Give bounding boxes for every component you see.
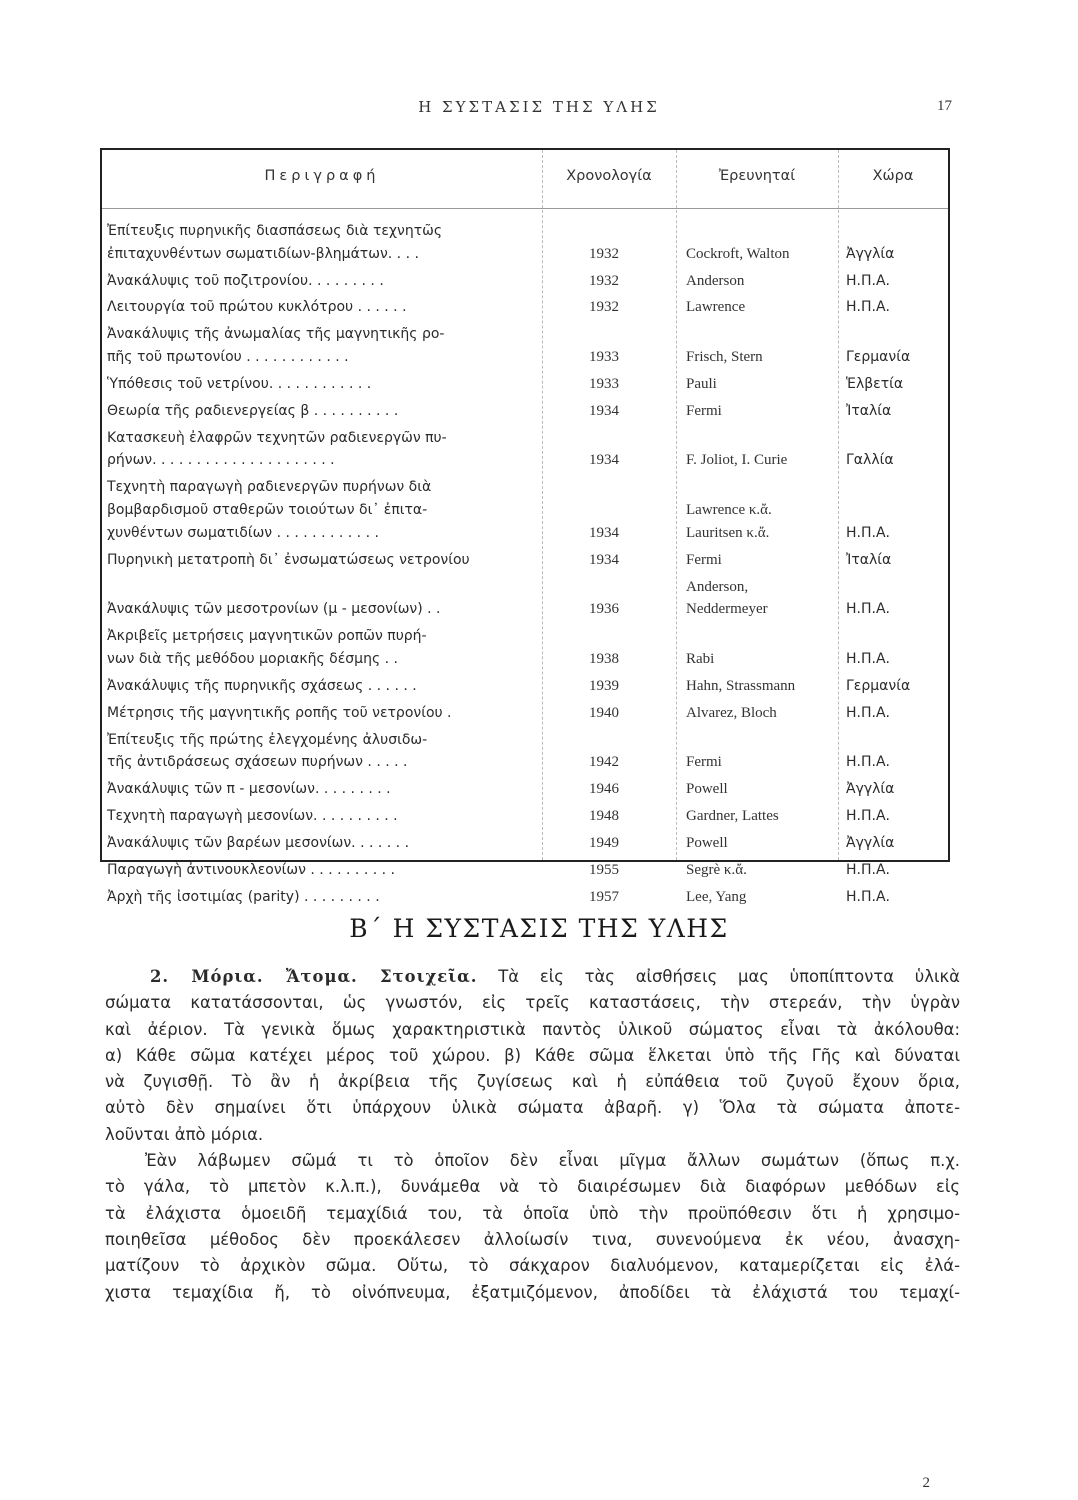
table-body bbox=[102, 220, 948, 913]
body-line: σώματα κατατάσσονται, ὡς γνωστόν, εἰς τρεῖς καταστάσεις, τὴν στερεάν, τὴν ὑγρὰν bbox=[105, 993, 960, 1013]
cell-description bbox=[102, 729, 532, 774]
column-header-year: Χρονολογία bbox=[566, 168, 652, 184]
table-row bbox=[102, 427, 948, 472]
cell-description bbox=[102, 805, 532, 828]
cell-description bbox=[102, 886, 532, 909]
table-row bbox=[102, 220, 948, 265]
description-line: νων διὰ τῆς μεθόδου μοριακῆς δέσμης . . bbox=[107, 650, 398, 667]
description-line: Ἀνακάλυψις τῆς ἀνωμαλίας τῆς μαγνητικῆς ρο- bbox=[107, 326, 445, 343]
table-row bbox=[102, 296, 948, 319]
cell-researchers bbox=[676, 243, 838, 266]
table-row bbox=[102, 323, 948, 368]
description-line: χυνθέντων σωματιδίων . . . . . . . . . . . . bbox=[107, 524, 379, 541]
paragraph-heading: 2. Μόρια. Ἄτομα. Στοιχεῖα. bbox=[150, 967, 478, 986]
cell-researchers bbox=[676, 499, 838, 544]
cell-country: Γαλλία bbox=[846, 452, 894, 469]
cell-year: 1949 bbox=[589, 834, 619, 851]
cell-researchers bbox=[676, 859, 838, 882]
cell-description bbox=[102, 549, 532, 572]
cell-description bbox=[102, 296, 532, 319]
table-row bbox=[102, 373, 948, 396]
table-row bbox=[102, 400, 948, 423]
column-header-country: Χώρα bbox=[872, 168, 914, 184]
cell-year: 1957 bbox=[589, 888, 619, 905]
cell-researchers bbox=[676, 400, 838, 423]
cell-description bbox=[102, 373, 532, 396]
cell-year: 1946 bbox=[589, 781, 619, 798]
cell-researchers bbox=[676, 373, 838, 396]
researcher-line: Neddermeyer bbox=[686, 601, 768, 618]
description-line: Λειτουργία τοῦ πρώτου κυκλότρου . . . . . . bbox=[107, 299, 407, 316]
table-row bbox=[102, 476, 948, 544]
cell-researchers bbox=[676, 449, 838, 472]
description-line: Ἐπίτευξις πυρηνικῆς διασπάσεως διὰ τεχνητῶς bbox=[107, 223, 443, 239]
researcher-line: Anderson bbox=[686, 272, 745, 289]
description-line: πῆς τοῦ πρωτονίου . . . . . . . . . . . . bbox=[107, 349, 349, 366]
cell-country: Η.Π.Α. bbox=[846, 704, 890, 721]
cell-description bbox=[102, 400, 532, 423]
researcher-line: Gardner, Lattes bbox=[686, 807, 779, 824]
header-rule bbox=[102, 208, 948, 209]
body-line: λοῦνται ἀπὸ μόρια. bbox=[105, 1124, 264, 1144]
cell-description bbox=[102, 832, 532, 855]
cell-researchers bbox=[676, 702, 838, 725]
table-row bbox=[102, 859, 948, 882]
description-line: Παραγωγὴ ἀντινουκλεονίων . . . . . . . . . . bbox=[107, 861, 395, 878]
cell-country: Ἰταλία bbox=[846, 551, 892, 568]
body-line: ματίζουν τὸ ἀρχικὸν σῶμα. Οὕτω, τὸ σάκχαρον διαλυόμενον, καταμερίζεται εἰς ἐλά- bbox=[105, 1256, 960, 1276]
researcher-line: Lawrence κ.ἄ. bbox=[686, 502, 772, 519]
researcher-line: Frisch, Stern bbox=[686, 349, 763, 366]
cell-year: 1948 bbox=[589, 807, 619, 824]
cell-description bbox=[102, 675, 532, 698]
researcher-line: Segrè κ.ἄ. bbox=[686, 861, 747, 878]
cell-description bbox=[102, 270, 532, 293]
body-line: α) Κάθε σῶμα κατέχει μέρος τοῦ χώρου. β) Κάθε σῶμα ἕλκεται ὑπὸ τῆς Γῆς καὶ δύναται bbox=[105, 1045, 960, 1065]
paragraph-first-line bbox=[105, 964, 960, 990]
description-line: Ἀκριβεῖς μετρήσεις μαγνητικῶν ροπῶν πυρή- bbox=[107, 628, 427, 645]
body-line: καὶ ἀέριον. Τὰ γενικὰ ὅμως χαρακτηριστικὰ παντὸς ὑλικοῦ σώματος εἶναι τὰ ἀκόλουθα: bbox=[105, 1019, 960, 1039]
researcher-line: F. Joliot, I. Curie bbox=[686, 452, 788, 469]
description-line: Ὑπόθεσις τοῦ νετρίνου. . . . . . . . . . . . bbox=[107, 375, 372, 392]
running-header bbox=[0, 98, 1078, 122]
table-row bbox=[102, 625, 948, 670]
body-line: Ἐὰν λάβωμεν σῶμά τι τὸ ὁποῖον δὲν εἶναι μῖγμα ἄλλων σωμάτων (ὅπως π.χ. bbox=[145, 1151, 960, 1171]
description-line: Τεχνητὴ παραγωγὴ μεσονίων. . . . . . . . . . bbox=[107, 807, 398, 824]
description-line: Μέτρησις τῆς μαγνητικῆς ροπῆς τοῦ νετρονίου . bbox=[107, 704, 452, 721]
researcher-line: Cockroft, Walton bbox=[686, 245, 790, 262]
body-line: τὰ ἐλάχιστα ὁμοειδῆ τεμαχίδιά του, τὰ ὁποῖα ὑπὸ τὴν προϋπόθεσιν ὅτι ἡ χρησιμο- bbox=[105, 1203, 960, 1223]
cell-year: 1934 bbox=[589, 551, 619, 568]
description-line: βομβαρδισμοῦ σταθερῶν τοιούτων δι᾽ ἐπιτα- bbox=[107, 502, 428, 519]
cell-year: 1932 bbox=[589, 299, 619, 316]
cell-country: Η.Π.Α. bbox=[846, 299, 890, 316]
description-line: Ἀνακάλυψις τῶν βαρέων μεσονίων. . . . . . . bbox=[107, 834, 410, 851]
cell-country: Ἀγγλία bbox=[846, 245, 895, 262]
cell-country: Η.Π.Α. bbox=[846, 861, 890, 878]
cell-country: Η.Π.Α. bbox=[846, 272, 890, 289]
section-title: Β΄ Η ΣΥΣΤΑΣΙΣ ΤΗΣ ΥΛΗΣ bbox=[349, 914, 729, 943]
paragraph-1 bbox=[105, 990, 960, 1148]
researcher-line: Lee, Yang bbox=[686, 888, 747, 905]
cell-description bbox=[102, 476, 532, 544]
researcher-line: Alvarez, Bloch bbox=[686, 704, 777, 721]
description-line: Ἀνακάλυψις τῶν μεσοτρονίων (μ - μεσονίων) . . bbox=[107, 601, 441, 618]
cell-year: 1934 bbox=[589, 524, 619, 541]
cell-researchers bbox=[676, 270, 838, 293]
cell-researchers bbox=[676, 778, 838, 801]
description-line: Πυρηνικὴ μετατροπὴ δι᾽ ἐνσωματώσεως νετρονίου bbox=[107, 551, 470, 568]
cell-year: 1938 bbox=[589, 650, 619, 667]
description-line: Ἀρχὴ τῆς ἰσοτιμίας (parity) . . . . . . . . . bbox=[107, 888, 380, 905]
description-line: Τεχνητὴ παραγωγὴ ραδιενεργῶν πυρήνων διὰ bbox=[107, 479, 432, 496]
body-text bbox=[105, 964, 960, 1306]
cell-year: 1942 bbox=[589, 754, 619, 771]
description-line: Ἀνακάλυψις τῆς πυρηνικῆς σχάσεως . . . . . . bbox=[107, 677, 417, 694]
paragraph-lead-text: Τὰ εἰς τὰς αἰσθήσεις μας ὑποπίπτοντα ὑλικὰ bbox=[498, 967, 960, 986]
description-line: ἐπιταχυνθέντων σωματιδίων-βλημάτων. . . . bbox=[107, 245, 419, 262]
researcher-line: Hahn, Strassmann bbox=[686, 677, 796, 694]
signature-mark: 2 bbox=[922, 1475, 930, 1491]
body-line: νὰ ζυγισθῇ. Τὸ ἂν ἡ ἀκρίβεια τῆς ζυγίσεως καὶ ἡ εὐπάθεια τοῦ ζυγοῦ ἔχουν ὅρια, bbox=[105, 1072, 960, 1092]
column-header-researchers: Ἐρευνηταί bbox=[718, 168, 796, 184]
table-row bbox=[102, 886, 948, 909]
table-row bbox=[102, 729, 948, 774]
cell-description bbox=[102, 220, 532, 265]
researcher-line: Lauritsen κ.ἄ. bbox=[686, 524, 770, 541]
researcher-line: Powell bbox=[686, 781, 728, 798]
description-line: Θεωρία τῆς ραδιενεργείας β . . . . . . . . . . bbox=[107, 402, 399, 419]
description-line: τῆς ἀντιδράσεως σχάσεων πυρήνων . . . . . bbox=[107, 754, 408, 771]
description-line: ρήνων. . . . . . . . . . . . . . . . . . . . . bbox=[107, 452, 335, 469]
description-line: Κατασκευὴ ἐλαφρῶν τεχνητῶν ραδιενεργῶν πυ- bbox=[107, 429, 447, 446]
page-number: 17 bbox=[937, 98, 952, 114]
cell-researchers bbox=[676, 751, 838, 774]
column-header-description: Περιγραφή bbox=[264, 168, 380, 184]
cell-description bbox=[102, 859, 532, 882]
cell-researchers bbox=[676, 832, 838, 855]
table-row bbox=[102, 270, 948, 293]
cell-country: Η.Π.Α. bbox=[846, 601, 890, 618]
cell-description bbox=[102, 598, 532, 621]
cell-year: 1934 bbox=[589, 452, 619, 469]
chronology-table bbox=[100, 148, 950, 905]
cell-country: Ἀγγλία bbox=[846, 834, 895, 851]
cell-year: 1940 bbox=[589, 704, 619, 721]
table-row bbox=[102, 576, 948, 621]
cell-year: 1955 bbox=[589, 861, 619, 878]
table-row bbox=[102, 805, 948, 828]
table-row bbox=[102, 675, 948, 698]
cell-country: Η.Π.Α. bbox=[846, 650, 890, 667]
cell-year: 1939 bbox=[589, 677, 619, 694]
researcher-line: Powell bbox=[686, 834, 728, 851]
cell-country: Ἀγγλία bbox=[846, 781, 895, 798]
body-line: ποιηθεῖσα μέθοδος δὲν προεκάλεσεν ἀλλοίωσίν τινα, συνενούμενα ἐκ νέου, ἀνασχη- bbox=[105, 1229, 960, 1249]
cell-description bbox=[102, 625, 532, 670]
description-line: Ἀνακάλυψις τοῦ ποζιτρονίου. . . . . . . . . bbox=[107, 272, 384, 289]
researcher-line: Pauli bbox=[686, 375, 717, 392]
cell-country: Η.Π.Α. bbox=[846, 888, 890, 905]
cell-researchers bbox=[676, 346, 838, 369]
cell-country: Ἑλβετία bbox=[846, 375, 904, 392]
researcher-line: Fermi bbox=[686, 754, 722, 771]
paragraph-2 bbox=[105, 1148, 960, 1306]
researcher-line: Lawrence bbox=[686, 299, 746, 316]
cell-country: Η.Π.Α. bbox=[846, 807, 890, 824]
cell-researchers bbox=[676, 675, 838, 698]
description-line: Ἐπίτευξις τῆς πρώτης ἐλεγχομένης ἀλυσιδω- bbox=[107, 731, 428, 748]
cell-description bbox=[102, 702, 532, 725]
cell-researchers bbox=[676, 576, 838, 621]
cell-country: Η.Π.Α. bbox=[846, 524, 890, 541]
cell-researchers bbox=[676, 296, 838, 319]
researcher-line: Rabi bbox=[686, 650, 715, 667]
table-row bbox=[102, 832, 948, 855]
description-line: Ἀνακάλυψις τῶν π - μεσονίων. . . . . . . . . bbox=[107, 781, 391, 798]
researcher-line: Fermi bbox=[686, 551, 722, 568]
cell-year: 1936 bbox=[589, 601, 619, 618]
cell-year: 1934 bbox=[589, 402, 619, 419]
cell-researchers bbox=[676, 648, 838, 671]
cell-researchers bbox=[676, 805, 838, 828]
cell-country: Γερμανία bbox=[846, 677, 911, 694]
cell-description bbox=[102, 778, 532, 801]
cell-country: Η.Π.Α. bbox=[846, 754, 890, 771]
cell-description bbox=[102, 427, 532, 472]
cell-country: Ἰταλία bbox=[846, 402, 892, 419]
body-line: χιστα τεμαχίδια ἤ, τὸ οἰνόπνευμα, ἐξατμιζόμενον, ἀποδίδει τὰ ἐλάχιστά του τεμαχί- bbox=[105, 1282, 960, 1302]
cell-country: Γερμανία bbox=[846, 349, 911, 366]
cell-year: 1932 bbox=[589, 245, 619, 262]
running-title: Η ΣΥΣΤΑΣΙΣ ΤΗΣ ΥΛΗΣ bbox=[418, 98, 660, 116]
body-line: αὐτὸ δὲν σημαίνει ὅτι ὑπάρχουν ὑλικὰ σώματα ἀβαρῆ. γ) Ὅλα τὰ σώματα ἀποτε- bbox=[105, 1098, 960, 1118]
body-line: τὸ γάλα, τὸ μπετὸν κ.λ.π.), δυνάμεθα νὰ τὸ διαιρέσωμεν διὰ διαφόρων μεθόδων εἰς bbox=[105, 1177, 960, 1197]
cell-year: 1932 bbox=[589, 272, 619, 289]
cell-description bbox=[102, 323, 532, 368]
table-row bbox=[102, 549, 948, 572]
researcher-line: Anderson, bbox=[686, 578, 749, 595]
table-row bbox=[102, 778, 948, 801]
researcher-line: Fermi bbox=[686, 402, 722, 419]
cell-year: 1933 bbox=[589, 349, 619, 366]
table-row bbox=[102, 702, 948, 725]
cell-researchers bbox=[676, 886, 838, 909]
cell-year: 1933 bbox=[589, 375, 619, 392]
cell-researchers bbox=[676, 549, 838, 572]
